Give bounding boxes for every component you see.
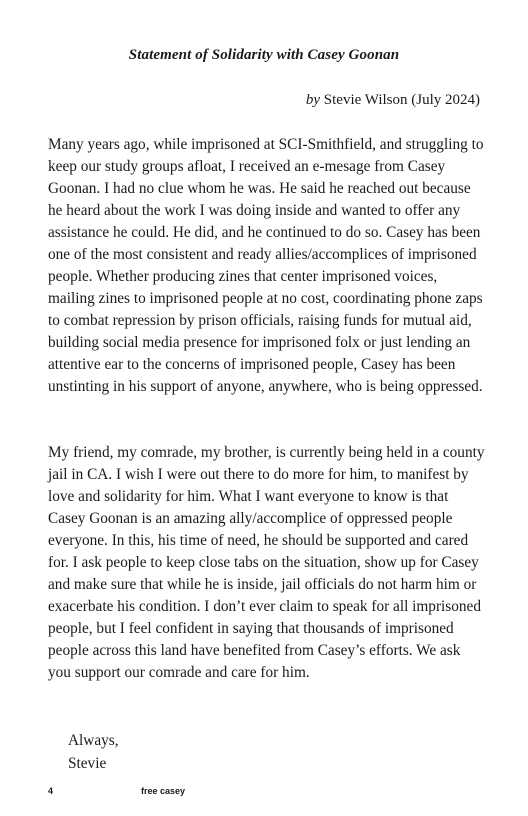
byline [306, 92, 480, 109]
footer-title: free casey [141, 786, 186, 796]
document-title: Statement of Solidarity with Casey Goonan [128, 47, 400, 63]
body-paragraph-2: My friend, my comrade, my brother, is currently being held in a county jail in CA. I wish I were out there to do more for him, to manifest by love and solidarity for him. What I want everyone to know is that Casey Goonan is an amazing ally/accomplice of oppressed people everyone. In this, his time of need, he should be supported and cared for. I ask people to keep close tabs on the situation, show up for Casey and make sure that while he is inside, jail officials do not harm him or exacerbate his condition. I don’t ever claim to speak for all imprisoned people, but I feel confident in saying that thousands of imprisoned people across this land have benefited from Casey’s efforts. We ask you support our comrade and care for him. [48, 444, 485, 681]
closing [68, 729, 119, 775]
byline-author: Stevie Wilson (July 2024) [323, 92, 480, 108]
page-number: 4 [48, 786, 54, 796]
body-paragraph-1: Many years ago, while imprisoned at SCI-Smithfield, and struggling to keep our study groups afloat, I received an e-mesage from Casey Goonan. I had no clue whom he was. He said he reached out because he heard about the work I was doing inside and wanted to offer any assistance he could. He did, and he continued to do so. Casey has been one of the most consistent and ready allies/accomplices of imprisoned people. Whether producing zines that center imprisoned voices, mailing zines to imprisoned people at no cost, coordinating phone zaps to combat repression by prison officials, raising funds for mutual aid, building social media presence for imprisoned folx or just lending an attentive ear to the concerns of imprisoned people, Casey has been unstinting in his support of anyone, anywhere, who is being oppressed. [48, 136, 484, 395]
byline-prefix: by [305, 92, 321, 108]
closing-signature: Stevie [68, 755, 107, 772]
closing-salutation: Always, [68, 732, 119, 749]
